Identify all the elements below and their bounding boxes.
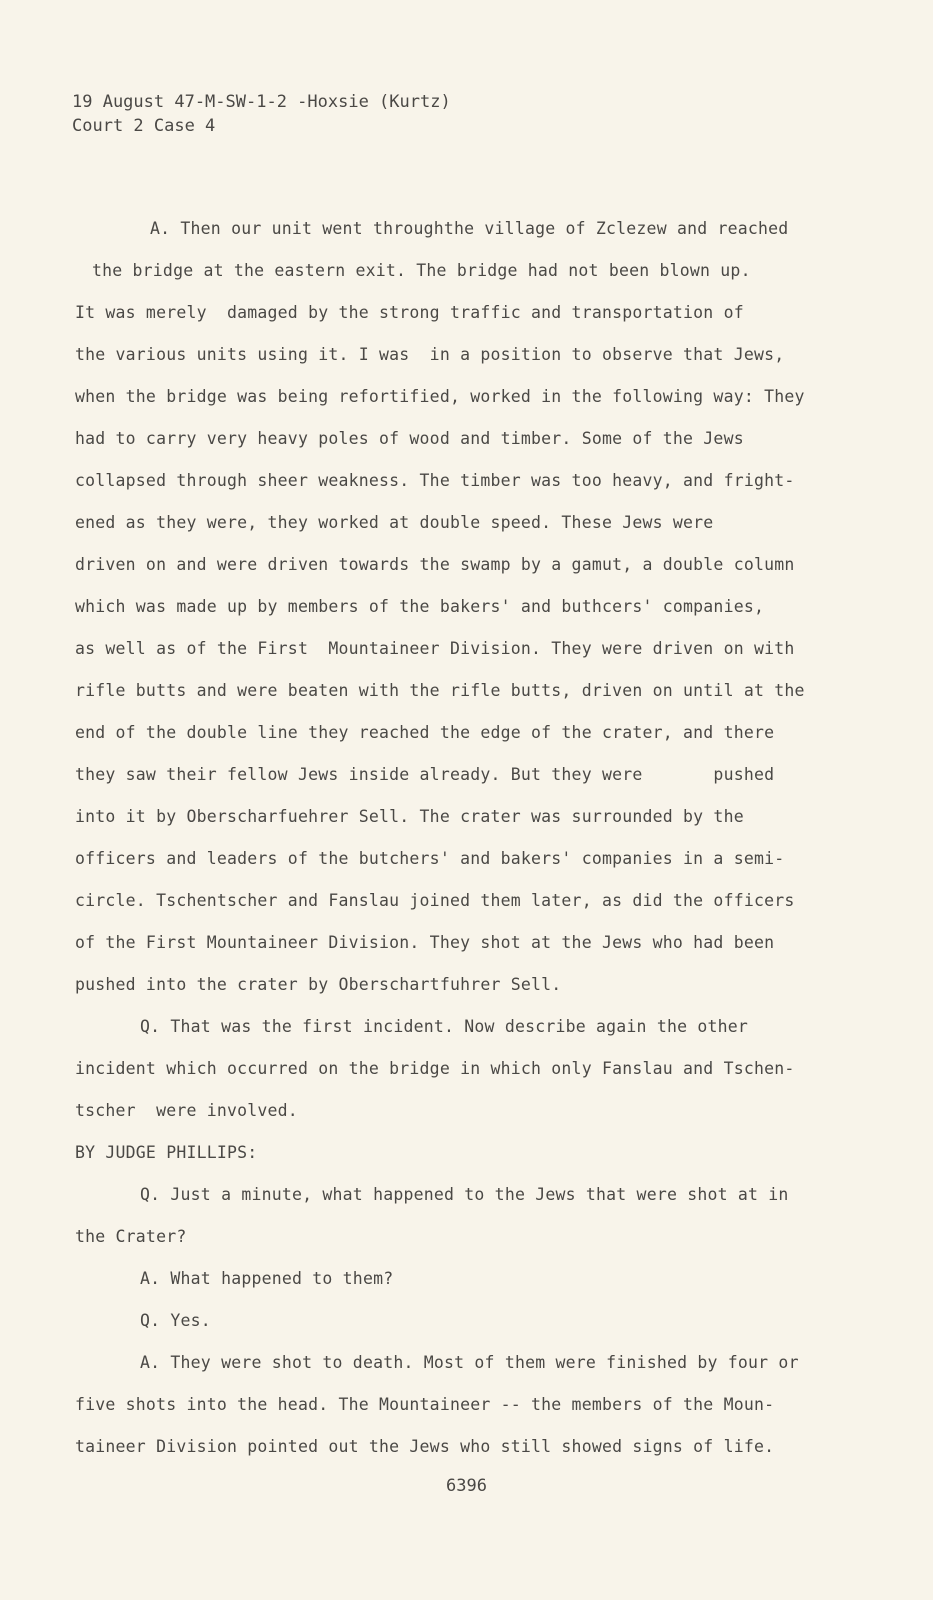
transcript-body [75,208,835,1468]
text-line: five shots into the head. The Mountaineer -- the members of the Moun- [75,1395,775,1414]
text-line: It was merely damaged by the strong traffic and transportation of [75,303,744,322]
text-line: driven on and were driven towards the swamp by a gamut, a double column [75,555,795,574]
text-line: as well as of the First Mountaineer Division. They were driven on with [75,639,795,658]
header-court-line: Court 2 Case 4 [72,116,216,136]
text-line: rifle butts and were beaten with the rifle butts, driven on until at the [75,681,805,700]
text-line: end of the double line they reached the edge of the crater, and there [75,723,775,742]
text-line: the Crater? [75,1227,187,1246]
text-line: the various units using it. I was in a position to observe that Jews, [75,345,785,364]
page-number: 6396 [446,1476,487,1496]
text-line: A. Then our unit went throughthe village of Zclezew and reached [150,219,789,238]
text-line: the bridge at the eastern exit. The bridge had not been blown up. [92,261,751,280]
text-line: circle. Tschentscher and Fanslau joined them later, as did the officers [75,891,795,910]
text-line: officers and leaders of the butchers' and bakers' companies in a semi- [75,849,785,868]
text-line: ened as they were, they worked at double speed. These Jews were [75,513,714,532]
text-line: of the First Mountaineer Division. They shot at the Jews who had been [75,933,775,952]
speaker-heading: BY JUDGE PHILLIPS: [75,1143,258,1162]
header-date-line: 19 August 47-M-SW-1-2 -Hoxsie (Kurtz) [72,92,451,112]
text-line: Q. That was the first incident. Now describe again the other [140,1017,749,1036]
text-line: incident which occurred on the bridge in which only Fanslau and Tschen- [75,1059,795,1078]
text-line: collapsed through sheer weakness. The timber was too heavy, and fright- [75,471,795,490]
text-line: A. What happened to them? [140,1269,394,1288]
text-line: they saw their fellow Jews inside already. But they were pushed [75,765,775,784]
text-line: taineer Division pointed out the Jews who still showed signs of life. [75,1437,775,1456]
text-line: which was made up by members of the bakers' and buthcers' companies, [75,597,765,616]
text-line: when the bridge was being refortified, worked in the following way: They [75,387,805,406]
text-line: Q. Just a minute, what happened to the Jews that were shot at in [140,1185,789,1204]
text-line: A. They were shot to death. Most of them were finished by four or [140,1353,799,1372]
text-line: Q. Yes. [140,1311,211,1330]
text-line: tscher were involved. [75,1101,298,1120]
text-line: had to carry very heavy poles of wood and timber. Some of the Jews [75,429,744,448]
text-line: into it by Oberscharfuehrer Sell. The crater was surrounded by the [75,807,744,826]
document-header [72,90,451,138]
text-line: pushed into the crater by Oberschartfuhrer Sell. [75,975,562,994]
